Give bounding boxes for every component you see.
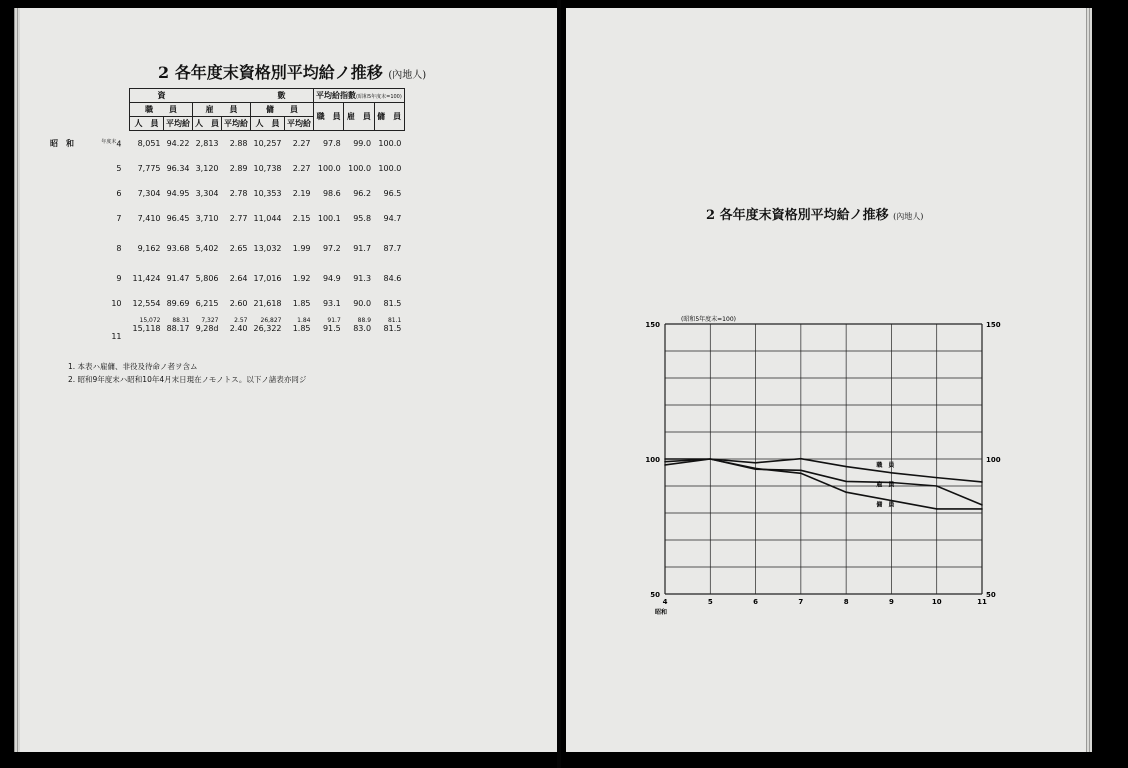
table-cell: 100.1 [317,214,341,223]
table-cell: 100.0 [378,139,402,148]
table-cell: 3,710 [195,214,219,223]
x-axis-label: 昭和 [655,609,668,616]
row-year: 9 [116,274,122,283]
table-cell-provisional: 15,072 [139,317,161,324]
series-point [936,477,938,479]
table-cell: 1.99 [292,244,311,253]
series-point [664,461,666,463]
table-cell: 94.22 [166,139,190,148]
table-cell: 7,304 [137,189,161,198]
table-cell: 1.92 [292,274,311,283]
table-cell: 7,775 [137,164,161,173]
table-row [47,131,404,157]
series-point [800,458,802,460]
x-tick-label: 11 [977,598,987,606]
table-cell: 94.9 [322,274,341,283]
table-cell: 97.2 [322,244,341,253]
header-index-note: (昭和5年度末=100) [356,94,402,100]
header-index-label: 平均給指數 [316,91,356,100]
table-cell-provisional: 91.7 [327,317,341,324]
table-cell: 17,016 [253,274,282,283]
series-point [845,491,847,493]
table-cell: 89.69 [166,299,190,308]
series-point [800,470,802,472]
year-header: 年度末 [101,138,117,145]
sub-col: 平均給 [222,117,251,131]
table-cell: 26,322 [253,324,282,333]
row-year: 7 [116,214,122,223]
table-cell: 84.6 [383,274,402,283]
chart-note: (昭和5年度末=100) [681,316,736,323]
table-cell: 2.60 [229,299,248,308]
table-cell: 7,410 [137,214,161,223]
index-col-employee: 雇 員 [344,103,374,131]
table-cell: 98.6 [322,189,341,198]
table-cell: 2.40 [229,324,248,333]
series-point [800,473,802,475]
table-cell: 2.88 [229,139,248,148]
table-cell: 1.85 [292,324,311,333]
series-point [664,464,666,466]
table-cell: 21,618 [253,299,282,308]
row-year: 6 [116,189,122,198]
index-col-staff: 職 員 [314,103,344,131]
row-label [47,156,130,181]
page-title-left [158,60,426,83]
header-index [314,89,405,103]
table-cell: 88.17 [166,324,190,333]
table-cell-provisional: 81.1 [387,317,402,324]
table-cell-provisional: 88.9 [357,317,372,324]
row-label [47,324,130,349]
table-cell: 95.8 [353,214,372,223]
table-cell: 9,162 [137,244,161,253]
header-group: 資 數 [130,89,314,103]
series-point [981,481,983,483]
table-cell: 96.45 [166,214,190,223]
salary-table [47,88,405,349]
table-row [47,231,404,266]
table-cell: 2.15 [292,214,311,223]
series-point [709,458,711,460]
note-line: 2. 昭和9年度末ハ昭和10年4月末日現在ノモノトス。以下ノ諸表亦同ジ [68,375,307,384]
table-cell: 11,044 [253,214,282,223]
x-tick-label: 6 [753,598,759,606]
table-body [47,131,404,350]
table-cell: 81.5 [383,324,402,333]
series-point [981,508,983,510]
table-cell: 1.85 [292,299,311,308]
table-cell: 87.7 [383,244,402,253]
table-row [47,291,404,316]
x-tick-label: 4 [662,598,668,606]
series-point [891,472,893,474]
table-cell: 93.68 [166,244,190,253]
table-cell: 83.0 [353,324,372,333]
table-cell: 91.5 [322,324,341,333]
table-cell: 2,813 [195,139,219,148]
book-spine [557,0,561,768]
table-cell: 2.89 [229,164,248,173]
table-cell: 96.5 [383,189,402,198]
x-tick-label: 9 [888,598,894,606]
col-group-worker: 傭 員 [251,103,314,117]
table-cell: 100.0 [378,164,402,173]
y-tick-label-left: 50 [650,591,660,599]
title-text: 各年度末資格別平均給ノ推移 [719,208,889,223]
series-point [936,508,938,510]
table-cell-provisional: 88.31 [172,317,190,324]
y-tick-label-right: 50 [986,591,996,599]
row-label [47,316,130,324]
table-cell: 3,304 [195,189,219,198]
right-page [566,8,1086,752]
table-cell: 2.64 [229,274,248,283]
x-tick-label: 7 [798,598,804,606]
y-tick-label-left: 150 [645,321,660,329]
table-cell: 11,424 [132,274,161,283]
table-cell: 2.77 [229,214,248,223]
row-year: 10 [111,299,122,308]
title-sub: (內地人) [388,70,427,81]
series-point [664,458,666,460]
table-notes [68,360,306,386]
table-cell-provisional: 2.57 [234,317,248,324]
table-cell: 2.27 [292,164,311,173]
series-point [981,504,983,506]
note-line: 1. 本表ハ雇傭、非役及待命ノ者ヲ含ム [68,362,198,371]
y-tick-label-left: 100 [645,456,660,464]
table-cell: 12,554 [132,299,161,308]
table-cell: 91.47 [166,274,190,283]
series-point [845,466,847,468]
row-label [47,181,130,206]
table-cell: 2.19 [292,189,311,198]
table-row-provisional [47,316,404,324]
sub-col: 人 員 [251,117,285,131]
x-tick-label: 5 [707,598,713,606]
series-point [755,468,757,470]
table-row [47,181,404,206]
table-cell: 94.7 [383,214,402,223]
era-label: 昭 和 [50,138,74,148]
table-row [47,324,404,349]
col-group-employee: 雇 員 [193,103,251,117]
sub-col: 平均給 [285,117,314,131]
series-point [755,462,757,464]
row-year: 8 [116,244,122,253]
table-row [47,206,404,231]
table-cell: 90.0 [353,299,372,308]
series-point [845,481,847,483]
table-cell: 2.65 [229,244,248,253]
row-year: 11 [111,332,122,341]
series-label: 職 員 [876,461,895,469]
table-cell: 10,257 [253,139,282,148]
table-cell: 15,118 [132,324,161,333]
sub-col: 人 員 [130,117,164,131]
table-cell: 94.95 [166,189,190,198]
row-label [47,206,130,231]
title-text: 各年度末資格別平均給ノ推移 [174,63,383,82]
table-cell: 9,28d [195,324,219,333]
series-label: 傭 員 [876,501,895,509]
table-cell: 96.2 [353,189,372,198]
salary-index-chart [566,8,1086,752]
series-line [665,459,982,509]
row-year: 5 [116,164,122,173]
y-tick-label-right: 150 [986,321,1001,329]
sub-col: 人 員 [193,117,222,131]
table-cell: 10,353 [253,189,282,198]
row-label [47,231,130,266]
right-page-edge [1086,8,1092,752]
table-cell: 2.78 [229,189,248,198]
row-year: 4 [116,139,122,149]
table-cell: 93.1 [322,299,341,308]
table-cell: 10,738 [253,164,282,173]
table-cell: 3,120 [195,164,219,173]
table-cell-provisional: 7,327 [201,317,219,324]
table-cell: 8,051 [137,139,161,148]
x-tick-label: 10 [931,598,942,606]
table-cell: 6,215 [195,299,219,308]
series-point [936,485,938,487]
table-cell: 81.5 [383,299,402,308]
row-label [47,266,130,291]
table-cell: 5,806 [195,274,219,283]
table-cell: 2.27 [292,139,311,148]
table-cell-provisional: 1.84 [297,317,311,324]
table-cell: 91.3 [353,274,372,283]
table-cell: 100.0 [348,164,372,173]
sub-col: 平均給 [164,117,193,131]
table-row [47,266,404,291]
table-cell: 100.0 [317,164,341,173]
x-tick-label: 8 [843,598,849,606]
title-sub: (內地人) [893,212,924,221]
table-cell: 91.7 [353,244,372,253]
table-cell: 97.8 [322,139,341,148]
table-row [47,156,404,181]
table-cell: 5,402 [195,244,219,253]
table-cell: 99.0 [353,139,372,148]
series-line [665,459,982,482]
row-label [47,291,130,316]
col-group-staff: 職 員 [130,103,193,117]
title-number: 2 [158,63,170,82]
left-page [20,8,558,752]
title-number: 2 [706,208,716,223]
series-label: 雇 員 [876,481,895,489]
table-cell: 13,032 [253,244,282,253]
index-col-worker: 傭 員 [374,103,404,131]
table-cell-provisional: 26,827 [260,317,282,324]
row-label [47,131,130,157]
table-cell: 96.34 [166,164,190,173]
y-tick-label-right: 100 [986,456,1001,464]
